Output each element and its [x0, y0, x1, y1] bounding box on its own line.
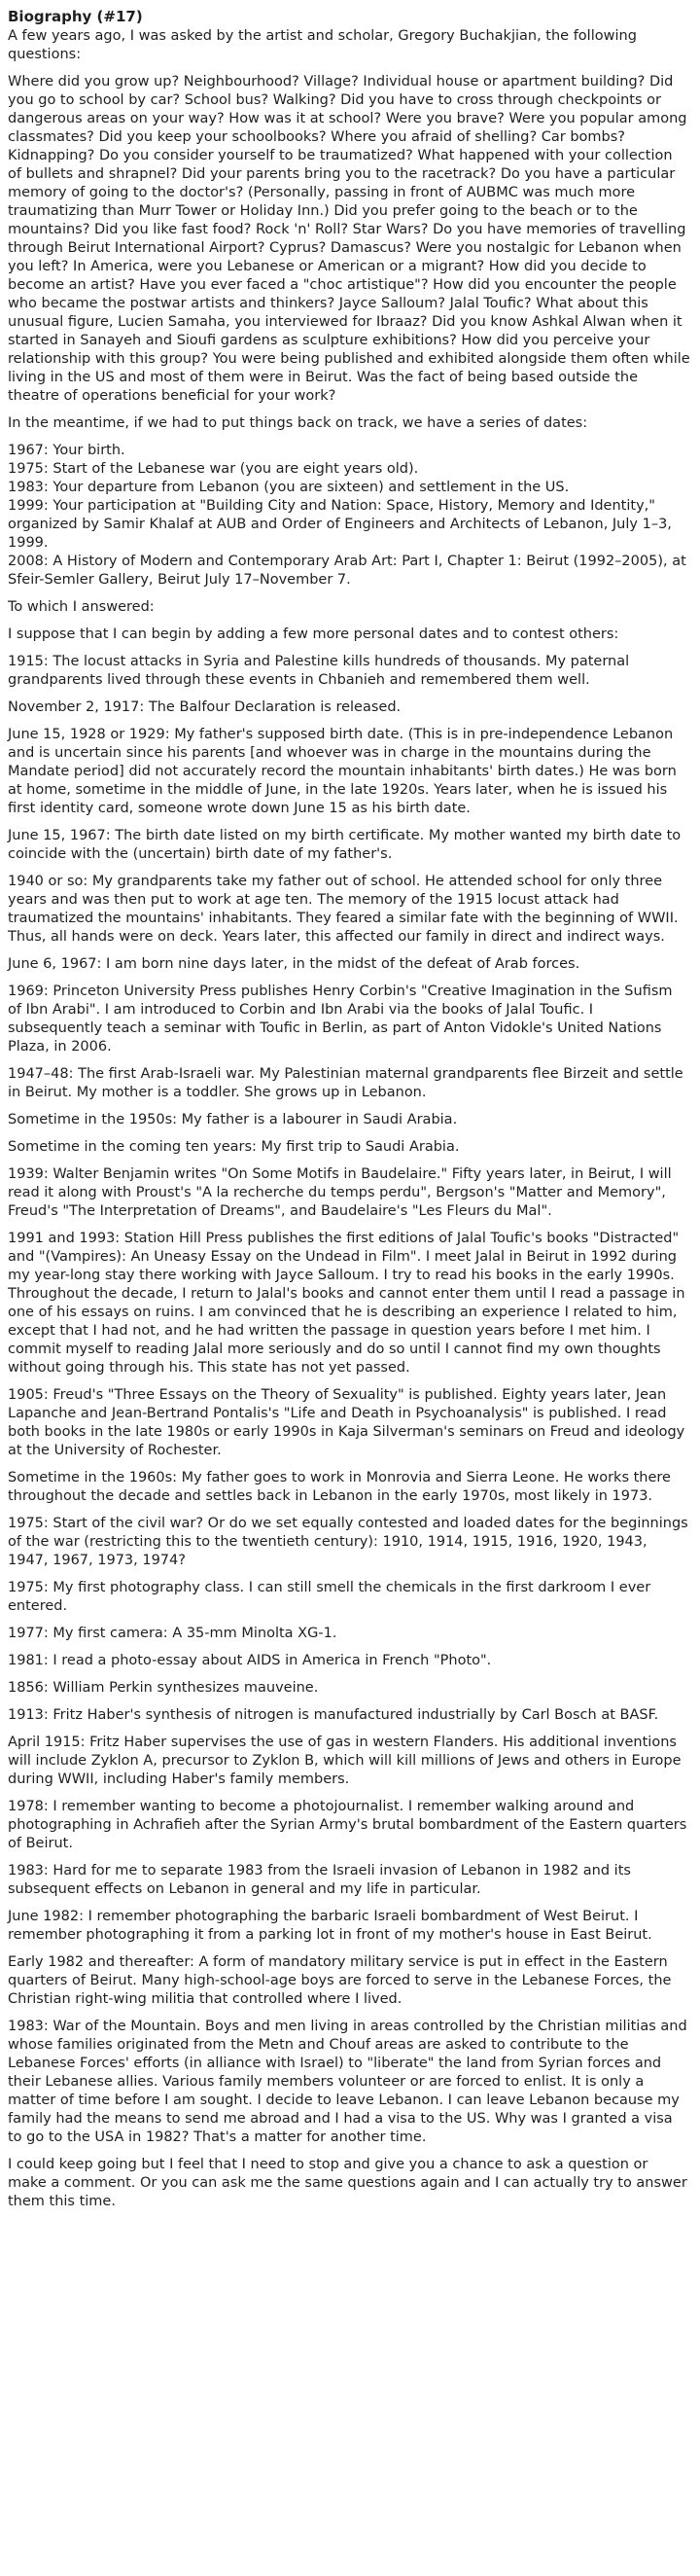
body-paragraph: 1983: Hard for me to separate 1983 from the Israeli invasion of Lebanon in 1982 and its subsequent effects on Lebanon in general and my life in particular.: [8, 1863, 631, 1897]
body-paragraph: Early 1982 and thereafter: A form of mandatory military service is put in effect in the Eastern quarters of Beirut. Many high-school-age boys are forced to serve in the Lebanese Forces, the Christian right-wing militia that controlled where I lived.: [8, 1954, 672, 2007]
body-paragraph: 1977: My first camera: A 35-mm Minolta XG-1.: [8, 1626, 337, 1641]
body-paragraph: 1940 or so: My grandparents take my father out of school. He attended school for only three years and was then put to work at age ten. The memory of the 1915 locust attack had traumatized the mountains' inhabitants. They feared a similar fate with the beginning of WWII. Thus, all hands were on deck. Years later, this affected our family in direct and indirect ways.: [8, 874, 679, 945]
body-paragraph: 1939: Walter Benjamin writes "On Some Motifs in Baudelaire." Fifty years later, in Beirut, I will read it along with Proust's "A la recherche du temps perdu", Bergson's "Matter and Memory", Freud's "The Interpretation of Dreams", and Baudelaire's "Les Fleurs du Mal".: [8, 1166, 672, 1219]
body-paragraph: 1905: Freud's "Three Essays on the Theory of Sexuality" is published. Eighty years later, Jean Lapanche and Jean-Bertrand Pontalis's "Life and Death in Psychoanalysis" is published. I read both books in the late 1980s or early 1990s in Kaja Silverman's seminars on Freud and ideology at the University of Rochester.: [8, 1387, 685, 1458]
body-paragraph: 1947–48: The first Arab-Israeli war. My Palestinian maternal grandparents flee Birzeit and settle in Beirut. My mother is a toddler. She grows up in Lebanon.: [8, 1066, 683, 1100]
date-item: 1975: Start of the Lebanese war (you are eight years old).: [8, 461, 419, 477]
body-paragraph: 1915: The locust attacks in Syria and Palestine kills hundreds of thousands. My paternal grandparents lived through these events in Chbanieh and remembered them well.: [8, 654, 630, 688]
body-paragraph: June 15, 1928 or 1929: My father's supposed birth date. (This is in pre-independence Lebanon and is uncertain since his parents [and whoever was in charge in the mountains during the Mandate period] did not accurately record the mountain inhabitants' birth dates.) He was born at home, sometime in the middle of June, in the late 1920s. Years later, when he is issued his first identity card, someone wrote down June 15 as his birth date.: [8, 727, 677, 816]
body-paragraph: June 6, 1967: I am born nine days later, in the midst of the defeat of Arab forces.: [8, 956, 580, 972]
questions-paragraph: Where did you grow up? Neighbourhood? Village? Individual house or apartment building? Did you go to school by car? School bus? Walking? Did you have to cross through checkpoints or dangerous areas on your way? How was it at school? Were you brave? Were you popular among classmates? Did you keep your schoolbooks? Where you afraid of shelling? Car bombs? Kidnapping? Do you consider yourself to be traumatized? What happened with your collection of bullets and shrapnel? Did your parents bring you to the racetrack? Do you have a particular memory of going to the doctor's? (Personally, passing in front of AUBMC was much more traumatizing than Murr Tower or Holiday Inn.) Did you prefer going to the beach or to the mountains? Did you like fast food? Rock 'n' Roll? Star Wars? Do you have memories of travelling through Beirut International Airport? Cyprus? Damascus? Were you nostalgic for Lebanon when you left? In America, were you Lebanese or American or a migrant? How did you decide to become an artist? Have you ever faced a "choc artistique"? How did you encounter the people who became the postwar artists and thinkers? Jayce Salloum? Jalal Toufic? What about this unusual figure, Lucien Samaha, you interviewed for Ibraaz? Did you know Ashkal Alwan when it started in Sanayeh and Sioufi gardens as sculpture exhibitions? How did you perceive your relationship with this group? You were being published and exhibited alongside them often while living in the US and most of them were in Beirut. Was the fact of being based outside the theatre of operations beneficial for your work?: [8, 74, 690, 404]
body-paragraph: 1978: I remember wanting to become a photojournalist. I remember walking around and photographing in Achrafieh after the Syrian Army's brutal bombardment of the Eastern quarters of Beirut.: [8, 1799, 687, 1851]
body-paragraph: 1913: Fritz Haber's synthesis of nitrogen is manufactured industrially by Carl Bosch at BASF.: [8, 1707, 659, 1723]
body-paragraph: 1991 and 1993: Station Hill Press publishes the first editions of Jalal Toufic's books "Distracted" and "(Vampires): An Uneasy Essay on the Undead in Film". I meet Jalal in Beirut in 1992 during my year-long stay there working with Jayce Salloum. I try to read his books in the early 1990s. Throughout the decade, I return to Jalal's books and cannot enter them until I read a passage in one of his essays on ruins. I am convinced that he is describing an experience I related to him, except that I had not, and he had written the passage in question years before I met him. I commit myself to reading Jalal more seriously and do so until I cannot find my own thoughts without going through his. This state has not yet passed.: [8, 1231, 685, 1376]
body-paragraph: June 1982: I remember photographing the barbaric Israeli bombardment of West Beirut. I remember photographing it from a parking lot in front of my mother's house in East Beirut.: [8, 1909, 652, 1943]
body-paragraph: Sometime in the 1950s: My father is a labourer in Saudi Arabia.: [8, 1112, 458, 1127]
body-paragraph: 1975: Start of the civil war? Or do we set equally contested and loaded dates for the beginnings of the war (restricting this to the twentieth century): 1910, 1914, 1915, 1916, 1920, 1943, 1947, 1967, 1973, 1974?: [8, 1516, 688, 1568]
body-paragraph: 1975: My first photography class. I can still smell the chemicals in the first darkroom I ever entered.: [8, 1580, 651, 1614]
body-paragraph: Sometime in the coming ten years: My first trip to Saudi Arabia.: [8, 1139, 460, 1155]
page-title: Biography (#17): [8, 8, 143, 25]
body-paragraph: November 2, 1917: The Balfour Declaration is released.: [8, 699, 402, 715]
meantime-paragraph: In the meantime, if we had to put things back on track, we have a series of dates:: [8, 415, 588, 431]
body-paragraph: 1983: War of the Mountain. Boys and men living in areas controlled by the Christian militias and whose families originated from the Metn and Chouf areas are asked to contribute to the Lebanese Forces' efforts (in alliance with Israel) to "liberate" the land from Syrian forces and their Lebanese allies. Various family members volunteer or are forced to enlist. It is only a matter of time before I am sought. I decide to leave Lebanon. I can leave Lebanon because my family had the means to send me abroad and I had a visa to the US. Why was I granted a visa to go to the USA in 1982? That's a matter for another time.: [8, 2019, 687, 2145]
dates-list: [8, 442, 690, 590]
date-item: 1967: Your birth.: [8, 443, 125, 458]
body-paragraph: I suppose that I can begin by adding a few more personal dates and to contest others:: [8, 626, 619, 642]
date-item: 1983: Your departure from Lebanon (you are sixteen) and settlement in the US.: [8, 480, 570, 495]
date-item: 1999: Your participation at "Building City and Nation: Space, History, Memory and Identity," organized by Samir Khalaf at AUB and Order of Engineers and Architects of Lebanon, July 1–3, 1999.: [8, 498, 672, 551]
body-paragraph: Sometime in the 1960s: My father goes to work in Monrovia and Sierra Leone. He works there throughout the decade and settles back in Lebanon in the early 1970s, most likely in 1973.: [8, 1470, 671, 1504]
body-paragraph: 1856: William Perkin synthesizes mauveine.: [8, 1680, 319, 1696]
body-paragraph: June 15, 1967: The birth date listed on my birth certificate. My mother wanted my birth date to coincide with the (uncertain) birth date of my father's.: [8, 828, 682, 862]
body-paragraph: April 1915: Fritz Haber supervises the use of gas in western Flanders. His additional inventions will include Zyklon A, precursor to Zyklon B, which will kill millions of Jews and others in Europe during WWII, including Haber's family members.: [8, 1735, 682, 1787]
answered-paragraph: To which I answered:: [8, 599, 155, 615]
body-paragraph: 1969: Princeton University Press publishes Henry Corbin's "Creative Imagination in the Sufism of Ibn Arabi". I am introduced to Corbin and Ibn Arabi via the books of Jalal Toufic. I subsequently teach a seminar with Toufic in Berlin, as part of Anton Vidokle's United Nations Plaza, in 2006.: [8, 984, 673, 1055]
body-paragraph: I could keep going but I feel that I need to stop and give you a chance to ask a question or make a comment. Or you can ask me the same questions again and I can actually try to answer them this time.: [8, 2157, 687, 2209]
intro-paragraph: A few years ago, I was asked by the artist and scholar, Gregory Buchakjian, the following questions:: [8, 28, 637, 62]
date-item: 2008: A History of Modern and Contemporary Arab Art: Part I, Chapter 1: Beirut (1992–2005), at Sfeir-Semler Gallery, Beirut July 17–November 7.: [8, 554, 686, 588]
body-paragraph: 1981: I read a photo-essay about AIDS in America in French "Photo".: [8, 1653, 492, 1668]
